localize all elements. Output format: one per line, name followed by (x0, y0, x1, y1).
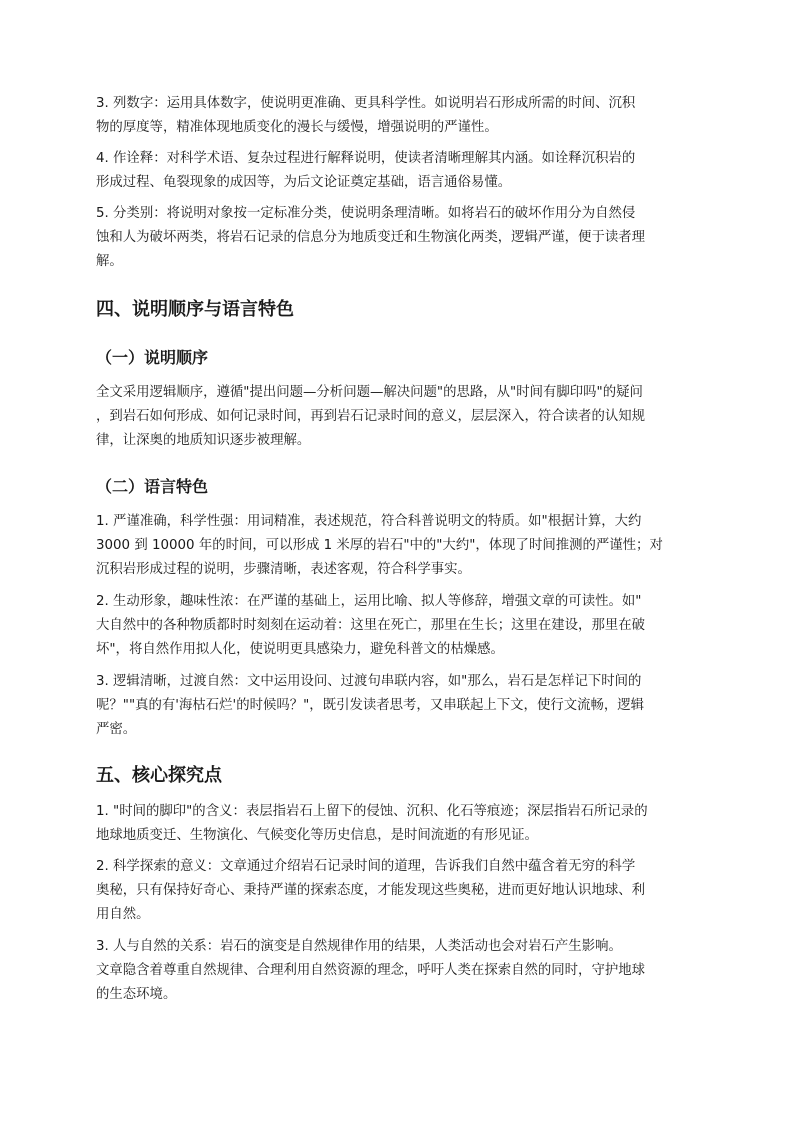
paragraph-line: 3000 到 10000 年的时间，可以形成 1 米厚的岩石"中的"大约"，体现了时间推测的严谨性；对 (96, 538, 663, 553)
paragraph-line: 3. 逻辑清晰，过渡自然：文中运用设问、过渡句串联内容，如"那么，岩石是怎样记下时间的 (96, 674, 642, 689)
paragraph-line: 物的厚度等，精准体现地质变化的漫长与缓慢，增强说明的严谨性。 (96, 120, 498, 135)
paragraph-line: 全文采用逻辑顺序，遵循"提出问题—分析问题—解决问题"的思路，从"时间有脚印吗"的疑问 (96, 385, 643, 400)
paragraph-line: 坏"，将自然作用拟人化，使说明更具感染力，避免科普文的枯燥感。 (96, 642, 504, 657)
paragraph-line: 1. "时间的脚印"的含义：表层指岩石上留下的侵蚀、沉积、化石等痕迹；深层指岩石所记录的 (96, 804, 648, 819)
paragraph-logic (96, 670, 700, 742)
paragraph-science-exploration (96, 855, 700, 927)
paragraph-line: 3. 列数字：运用具体数字，使说明更准确、更具科学性。如说明岩石形成所需的时间、沉积 (96, 96, 636, 111)
paragraph-line: 奥秘，只有保持好奇心、秉持严谨的探索态度，才能发现这些奥秘，进而更好地认识地球、利 (96, 883, 646, 898)
paragraph-line: 2. 生动形象，趣味性浓：在严谨的基础上，运用比喻、拟人等修辞，增强文章的可读性。如" (96, 594, 642, 609)
paragraph-line: 地球地质变迁、生物演化、气候变化等历史信息，是时间流逝的有形见证。 (96, 828, 538, 843)
paragraph-line: 5. 分类别：将说明对象按一定标准分类，使说明条理清晰。如将岩石的破坏作用分为自然侵 (96, 206, 636, 221)
paragraph-line: 呢？""真的有'海枯石烂'的时候吗？"，既引发读者思考，又串联起上下文，使行文流畅，逻辑 (96, 698, 645, 713)
paragraph-explanation (96, 147, 700, 195)
section-heading-core-points: 五、核心探究点 (96, 765, 222, 786)
paragraph-line: 蚀和人为破坏两类，将岩石记录的信息分为地质变迁和生物演化两类，逻辑严谨，便于读者理 (96, 230, 646, 245)
paragraph-line: 4. 作诠释：对科学术语、复杂过程进行解释说明，使读者清晰理解其内涵。如诠释沉积岩的 (96, 151, 636, 166)
paragraph-footprint-meaning (96, 800, 700, 848)
paragraph-line: 1. 严谨准确，科学性强：用词精准，表述规范，符合科普说明文的特质。如"根据计算，大约 (96, 514, 642, 529)
paragraph-rigor (96, 510, 700, 582)
paragraph-human-nature (96, 935, 700, 1007)
section-heading-order-language: 四、说明顺序与语言特色 (96, 299, 294, 320)
subsection-heading-order: （一）说明顺序 (96, 348, 209, 367)
paragraph-line: 文章隐含着尊重自然规律、合理利用自然资源的理念，呼吁人类在探索自然的同时，守护地球 (96, 963, 646, 978)
paragraph-line: 2. 科学探索的意义：文章通过介绍岩石记录时间的道理，告诉我们自然中蕴含着无穷的科学 (96, 859, 636, 874)
paragraph-line: 3. 人与自然的关系：岩石的演变是自然规律作用的结果，人类活动也会对岩石产生影响。 (96, 939, 622, 954)
paragraph-line: ，到岩石如何形成、如何记录时间，再到岩石记录时间的意义，层层深入，符合读者的认知规 (96, 409, 646, 424)
paragraph-line: 大自然中的各种物质都时时刻刻在运动着：这里在死亡，那里在生长；这里在建设，那里在破 (96, 618, 646, 633)
paragraph-line: 沉积岩形成过程的说明，步骤清晰，表述客观，符合科学事实。 (96, 562, 471, 577)
paragraph-line: 形成过程、龟裂现象的成因等，为后文论证奠定基础，语言通俗易懂。 (96, 175, 512, 190)
paragraph-line: 解。 (96, 254, 123, 269)
paragraph-order (96, 381, 700, 453)
paragraph-list-numbers (96, 92, 700, 140)
paragraph-line: 律，让深奥的地质知识逐步被理解。 (96, 433, 311, 448)
paragraph-vivid (96, 590, 700, 662)
paragraph-line: 用自然。 (96, 907, 150, 922)
paragraph-line: 严密。 (96, 722, 137, 737)
paragraph-line: 的生态环境。 (96, 987, 177, 1002)
paragraph-classification (96, 202, 700, 274)
subsection-heading-language: （二）语言特色 (96, 477, 209, 496)
